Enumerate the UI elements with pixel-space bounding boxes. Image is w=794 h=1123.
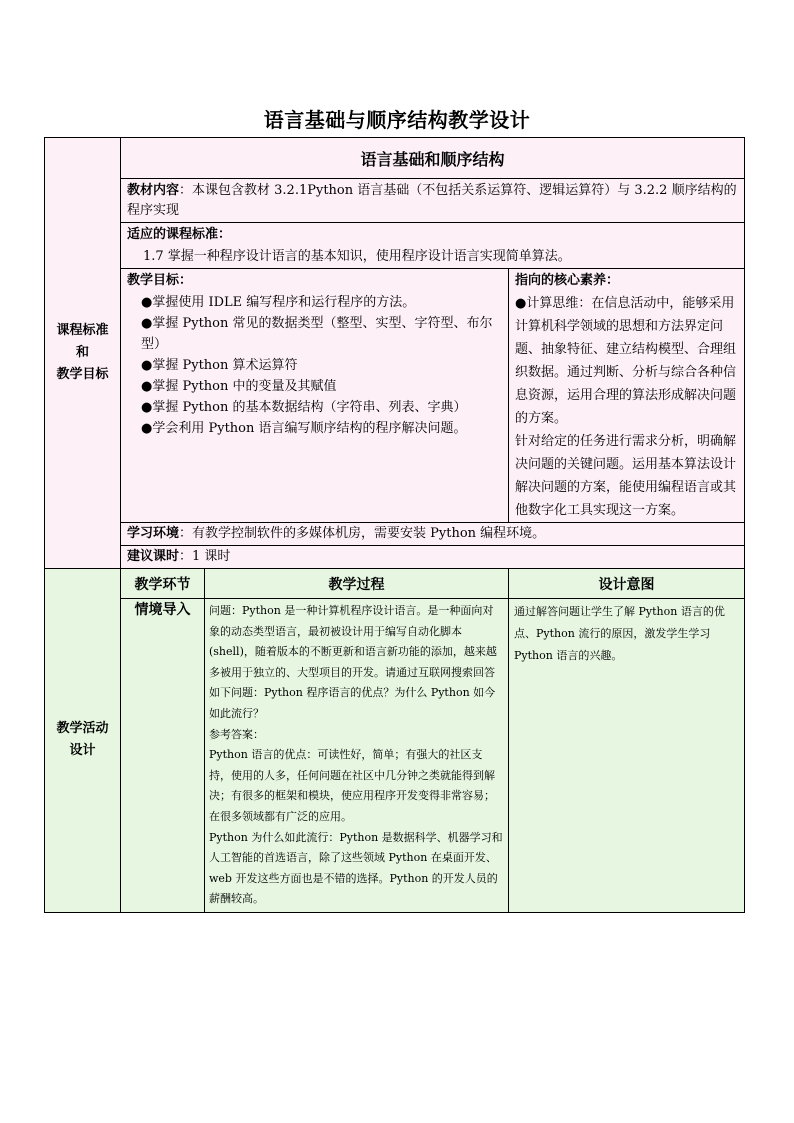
process-answer-advantages: Python 语言的优点：可读性好，简单；有强大的社区支持，使用的人多，任何问题在社区中几分钟之类就能得到解决；有很多的框架和模块，使应用程序开发变得非常容易；在很多领域都有广泛的应用。 xyxy=(209,748,495,823)
header-intent: 设计意图 xyxy=(509,569,745,599)
core-literacy-text-2: 针对给定的任务进行需求分析，明确解决问题的关键问题。运用基本算法设计解决问题的方案，能使用编程语言或其他数字化工具实现这一方案。 xyxy=(515,434,737,518)
process-answer-label: 参考答案： xyxy=(209,727,264,741)
goal-item: ●掌握 Python 中的变量及其赋值 xyxy=(141,379,337,394)
textbook-content-cell xyxy=(121,179,745,223)
suggested-hours-text: ：1 课时 xyxy=(179,549,231,564)
process-cell xyxy=(205,599,509,913)
learning-env-cell xyxy=(121,523,745,546)
goal-item: ●学会利用 Python 语言编写顺序结构的程序解决问题。 xyxy=(141,421,467,436)
step-scenario-intro: 情境导入 xyxy=(121,599,205,913)
process-answer-popularity: Python 为什么如此流行：Python 是数据科学、机器学习和人工智能的首选语言，除了这些领域 Python 在桌面开发、web 开发这些方面也是不错的选择。Python 的开发人员的薪酬较高。 xyxy=(209,830,503,906)
suggested-hours-label: 建议课时 xyxy=(127,549,180,564)
goal-item: ●掌握 Python 常见的数据类型（整型、实型、字符型、布尔型） xyxy=(141,316,493,352)
learning-env-label: 学习环境 xyxy=(127,526,180,541)
lesson-title: 语言基础和顺序结构 xyxy=(121,138,745,179)
goal-item: ●掌握 Python 算术运算符 xyxy=(141,358,298,373)
goal-item: ●掌握 Python 的基本数据结构（字符串、列表、字典） xyxy=(141,400,467,415)
learning-env-text: ：有教学控制软件的多媒体机房，需要安装 Python 编程环境。 xyxy=(179,526,546,541)
header-step: 教学环节 xyxy=(121,569,205,599)
intent-text: 通过解答问题让学生了解 Python 语言的优点、Python 流行的原因，激发学生学习 Python 语言的兴趣。 xyxy=(514,605,725,662)
curriculum-standard-text: 1.7 掌握一种程序设计语言的基本知识，使用程序设计语言实现简单算法。 xyxy=(143,249,571,264)
document-title: 语言基础与顺序结构教学设计 xyxy=(263,108,531,132)
teaching-goals-label: 教学目标 xyxy=(127,273,180,288)
core-literacy-cell: 指向的核心素养： ●计算思维：在信息活动中，能够采用计算机科学领域的思想和方法界定问题、抽象特征、建立结构模型、合理组织数据。通过判断、分析与综合各种信息资源，运用合理的算法形成解决问题的方案。 针对给定的任务进行需求分析，明确解决问题的关键问题。运用基本算法设计解决问题的方案，能使用编程语言或其他数字化工具实现这一方案。 xyxy=(509,269,745,523)
goal-item: ●掌握使用 IDLE 编写程序和运行程序的方法。 xyxy=(141,295,416,310)
intent-cell xyxy=(509,599,745,913)
textbook-text: ：本课包含教材 3.2.1Python 语言基础（不包括关系运算符、逻辑运算符）与 3.2.2 顺序结构的程序实现 xyxy=(127,183,737,218)
suggested-hours-cell xyxy=(121,546,745,569)
process-question: 问题：Python 是一种计算机程序设计语言。是一种面向对象的动态类型语言，最初被设计用于编写自动化脚本(shell)，随着版本的不断更新和语言新功能的添加，越来越多被用于独立的、大型项目的开发。请通过互联网搜索回答如下问题：Python 程序语言的优点？为什么 Python 如今如此流行？ xyxy=(209,604,497,720)
header-process: 教学过程 xyxy=(205,569,509,599)
standards-side-label: 课程标准 和 教学目标 xyxy=(45,138,121,569)
curriculum-standard-label: 适应的课程标准 xyxy=(127,227,219,242)
curriculum-standard-cell: 适应的课程标准： 1.7 掌握一种程序设计语言的基本知识，使用程序设计语言实现简单算法。 xyxy=(121,223,745,269)
core-literacy-label: 指向的核心素养 xyxy=(515,273,607,288)
teaching-goals-cell: 教学目标： ●掌握使用 IDLE 编写程序和运行程序的方法。 ●掌握 Python 常见的数据类型（整型、实型、字符型、布尔型） ●掌握 Python 算术运算符 ●掌握 Python 中的变量及其赋值 ●掌握 Python 的基本数据结构（字符串、列表、字典） ●学会利用 Python 语言编写顺序结构的程序解决问题。 xyxy=(121,269,509,523)
core-literacy-text-1: ●计算思维：在信息活动中，能够采用计算机科学领域的思想和方法界定问题、抽象特征、建立结构模型、合理组织数据。通过判断、分析与综合各种信息资源，运用合理的算法形成解决问题的方案。 xyxy=(515,296,737,426)
textbook-label: 教材内容 xyxy=(127,183,180,198)
activity-side-label: 教学活动 设计 xyxy=(45,569,121,913)
lesson-plan-table xyxy=(44,137,745,913)
